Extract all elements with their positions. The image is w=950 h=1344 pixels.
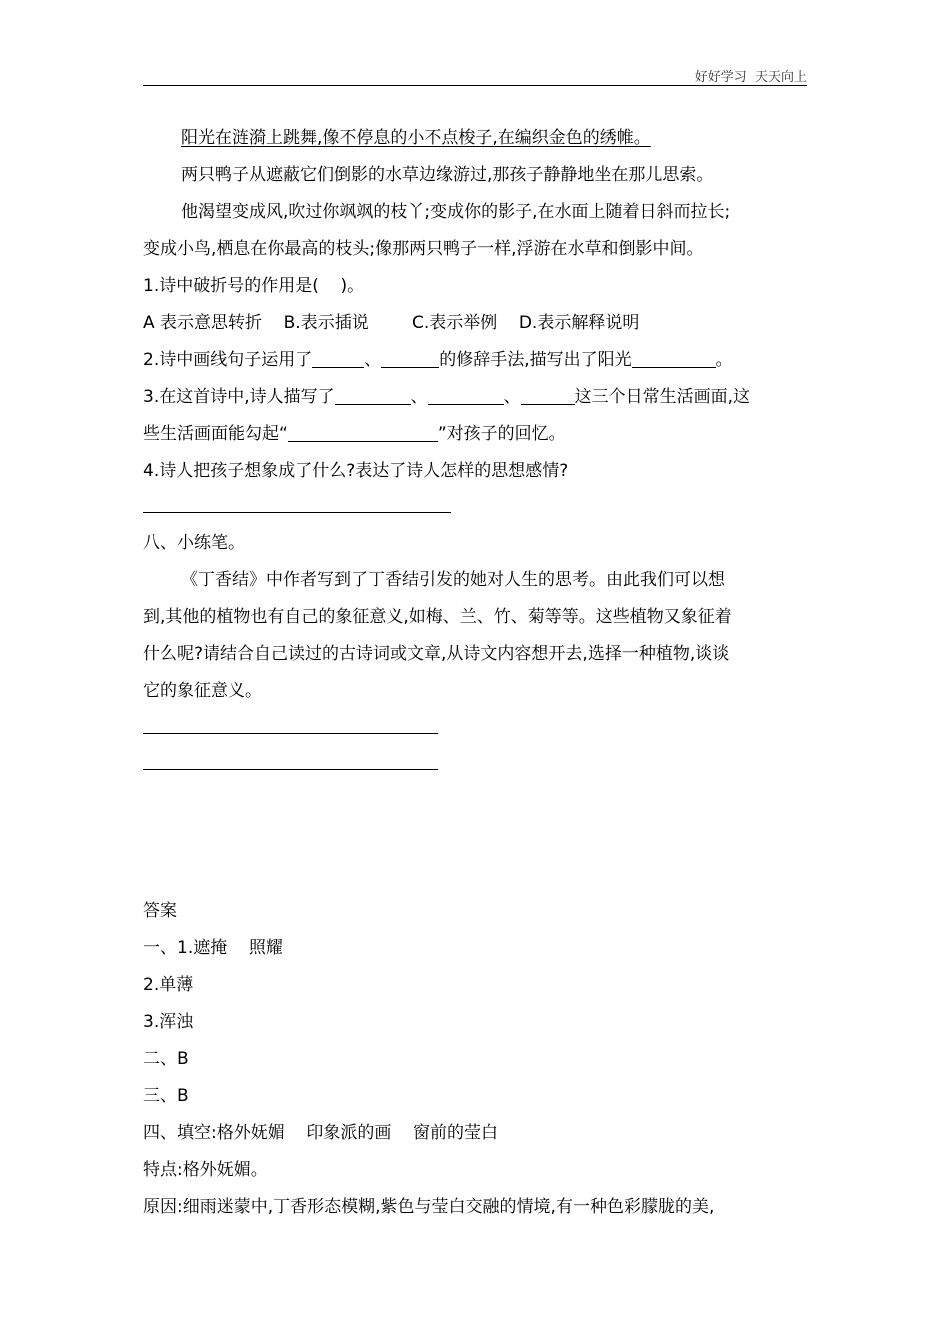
answer-item: 3.浑浊 [143, 1012, 194, 1032]
answer-blank[interactable] [381, 349, 439, 368]
question-1-options: A 表示意思转折 B.表示插说 C.表示举例 D.表示解释说明 [143, 313, 640, 333]
q3-text: 3.在这首诗中,诗人描写了 [143, 387, 335, 407]
document-body [143, 120, 807, 1217]
header-motto: 好好学习 天天向上 [694, 70, 807, 85]
answer-item: 特点:格外妩媚。 [143, 1160, 268, 1180]
question-3-cont [143, 416, 807, 453]
question-1: 1.诗中破折号的作用是( )。 [143, 276, 365, 296]
answer-line[interactable] [143, 769, 438, 770]
header-rule [143, 85, 807, 86]
answer-blank[interactable] [312, 349, 364, 368]
section-paragraph: 《丁香结》中作者写到了丁香结引发的她对人生的思考。由此我们可以想 [181, 570, 725, 590]
poem-line: 他渴望变成风,吹过你飒飒的枝丫;变成你的影子,在水面上随着日斜而拉长; [181, 202, 731, 222]
question-3 [143, 379, 807, 416]
q3-text: 、 [503, 387, 521, 407]
answers-title: 答案 [143, 901, 177, 921]
answer-blank[interactable] [428, 386, 504, 405]
answer-blank[interactable] [335, 386, 411, 405]
q3-text: 、 [410, 387, 428, 407]
answer-item: 一、1.遮掩 照耀 [143, 938, 283, 958]
q2-text: 2.诗中画线句子运用了 [143, 350, 313, 370]
section-title: 八、小练笔。 [143, 533, 245, 553]
answer-item: 2.单薄 [143, 975, 194, 995]
section-paragraph: 什么呢?请结合自己读过的古诗词或文章,从诗文内容想开去,选择一种植物,谈谈 [143, 644, 730, 664]
q3-text: ”对孩子的回忆。 [437, 424, 566, 444]
section-paragraph: 它的象征意义。 [143, 681, 262, 701]
q3-text: 这三个日常生活画面,这 [574, 387, 751, 407]
answer-item: 三、B [143, 1086, 189, 1106]
question-4: 4.诗人把孩子想象成了什么?表达了诗人怎样的思想感情? [143, 461, 569, 481]
answer-line[interactable] [143, 733, 438, 734]
answer-blank[interactable] [521, 386, 575, 405]
answer-blank[interactable] [632, 349, 716, 368]
answer-line[interactable] [143, 512, 451, 513]
q3-text: 些生活画面能勾起“ [143, 424, 288, 444]
answer-item: 原因:细雨迷蒙中,丁香形态模糊,紫色与莹白交融的情境,有一种色彩朦胧的美, [143, 1197, 715, 1217]
poem-line-underlined [143, 120, 807, 157]
q2-text: 的修辞手法,描写出了阳光 [439, 350, 632, 370]
section-8 [143, 525, 807, 710]
section-paragraph: 到,其他的植物也有自己的象征意义,如梅、兰、竹、菊等等。这些植物又象征着 [143, 607, 732, 627]
q2-text: 、 [364, 350, 382, 370]
poem-line: 两只鸭子从遮蔽它们倒影的水草边缘游过,那孩子静静地坐在那儿思索。 [181, 165, 714, 185]
q2-text: 。 [715, 350, 733, 370]
poem-line: 变成小鸟,栖息在你最高的枝头;像那两只鸭子一样,浮游在水草和倒影中间。 [143, 239, 704, 259]
answers-section [143, 893, 807, 1226]
answer-item: 四、填空:格外妩媚 印象派的画 窗前的莹白 [143, 1123, 498, 1143]
answer-item: 二、B [143, 1049, 189, 1069]
question-2 [143, 342, 807, 379]
underlined-sentence: 阳光在涟漪上跳舞,像不停息的小不点梭子,在编织金色的绣帷。 [181, 128, 651, 148]
answer-blank[interactable] [288, 423, 438, 442]
